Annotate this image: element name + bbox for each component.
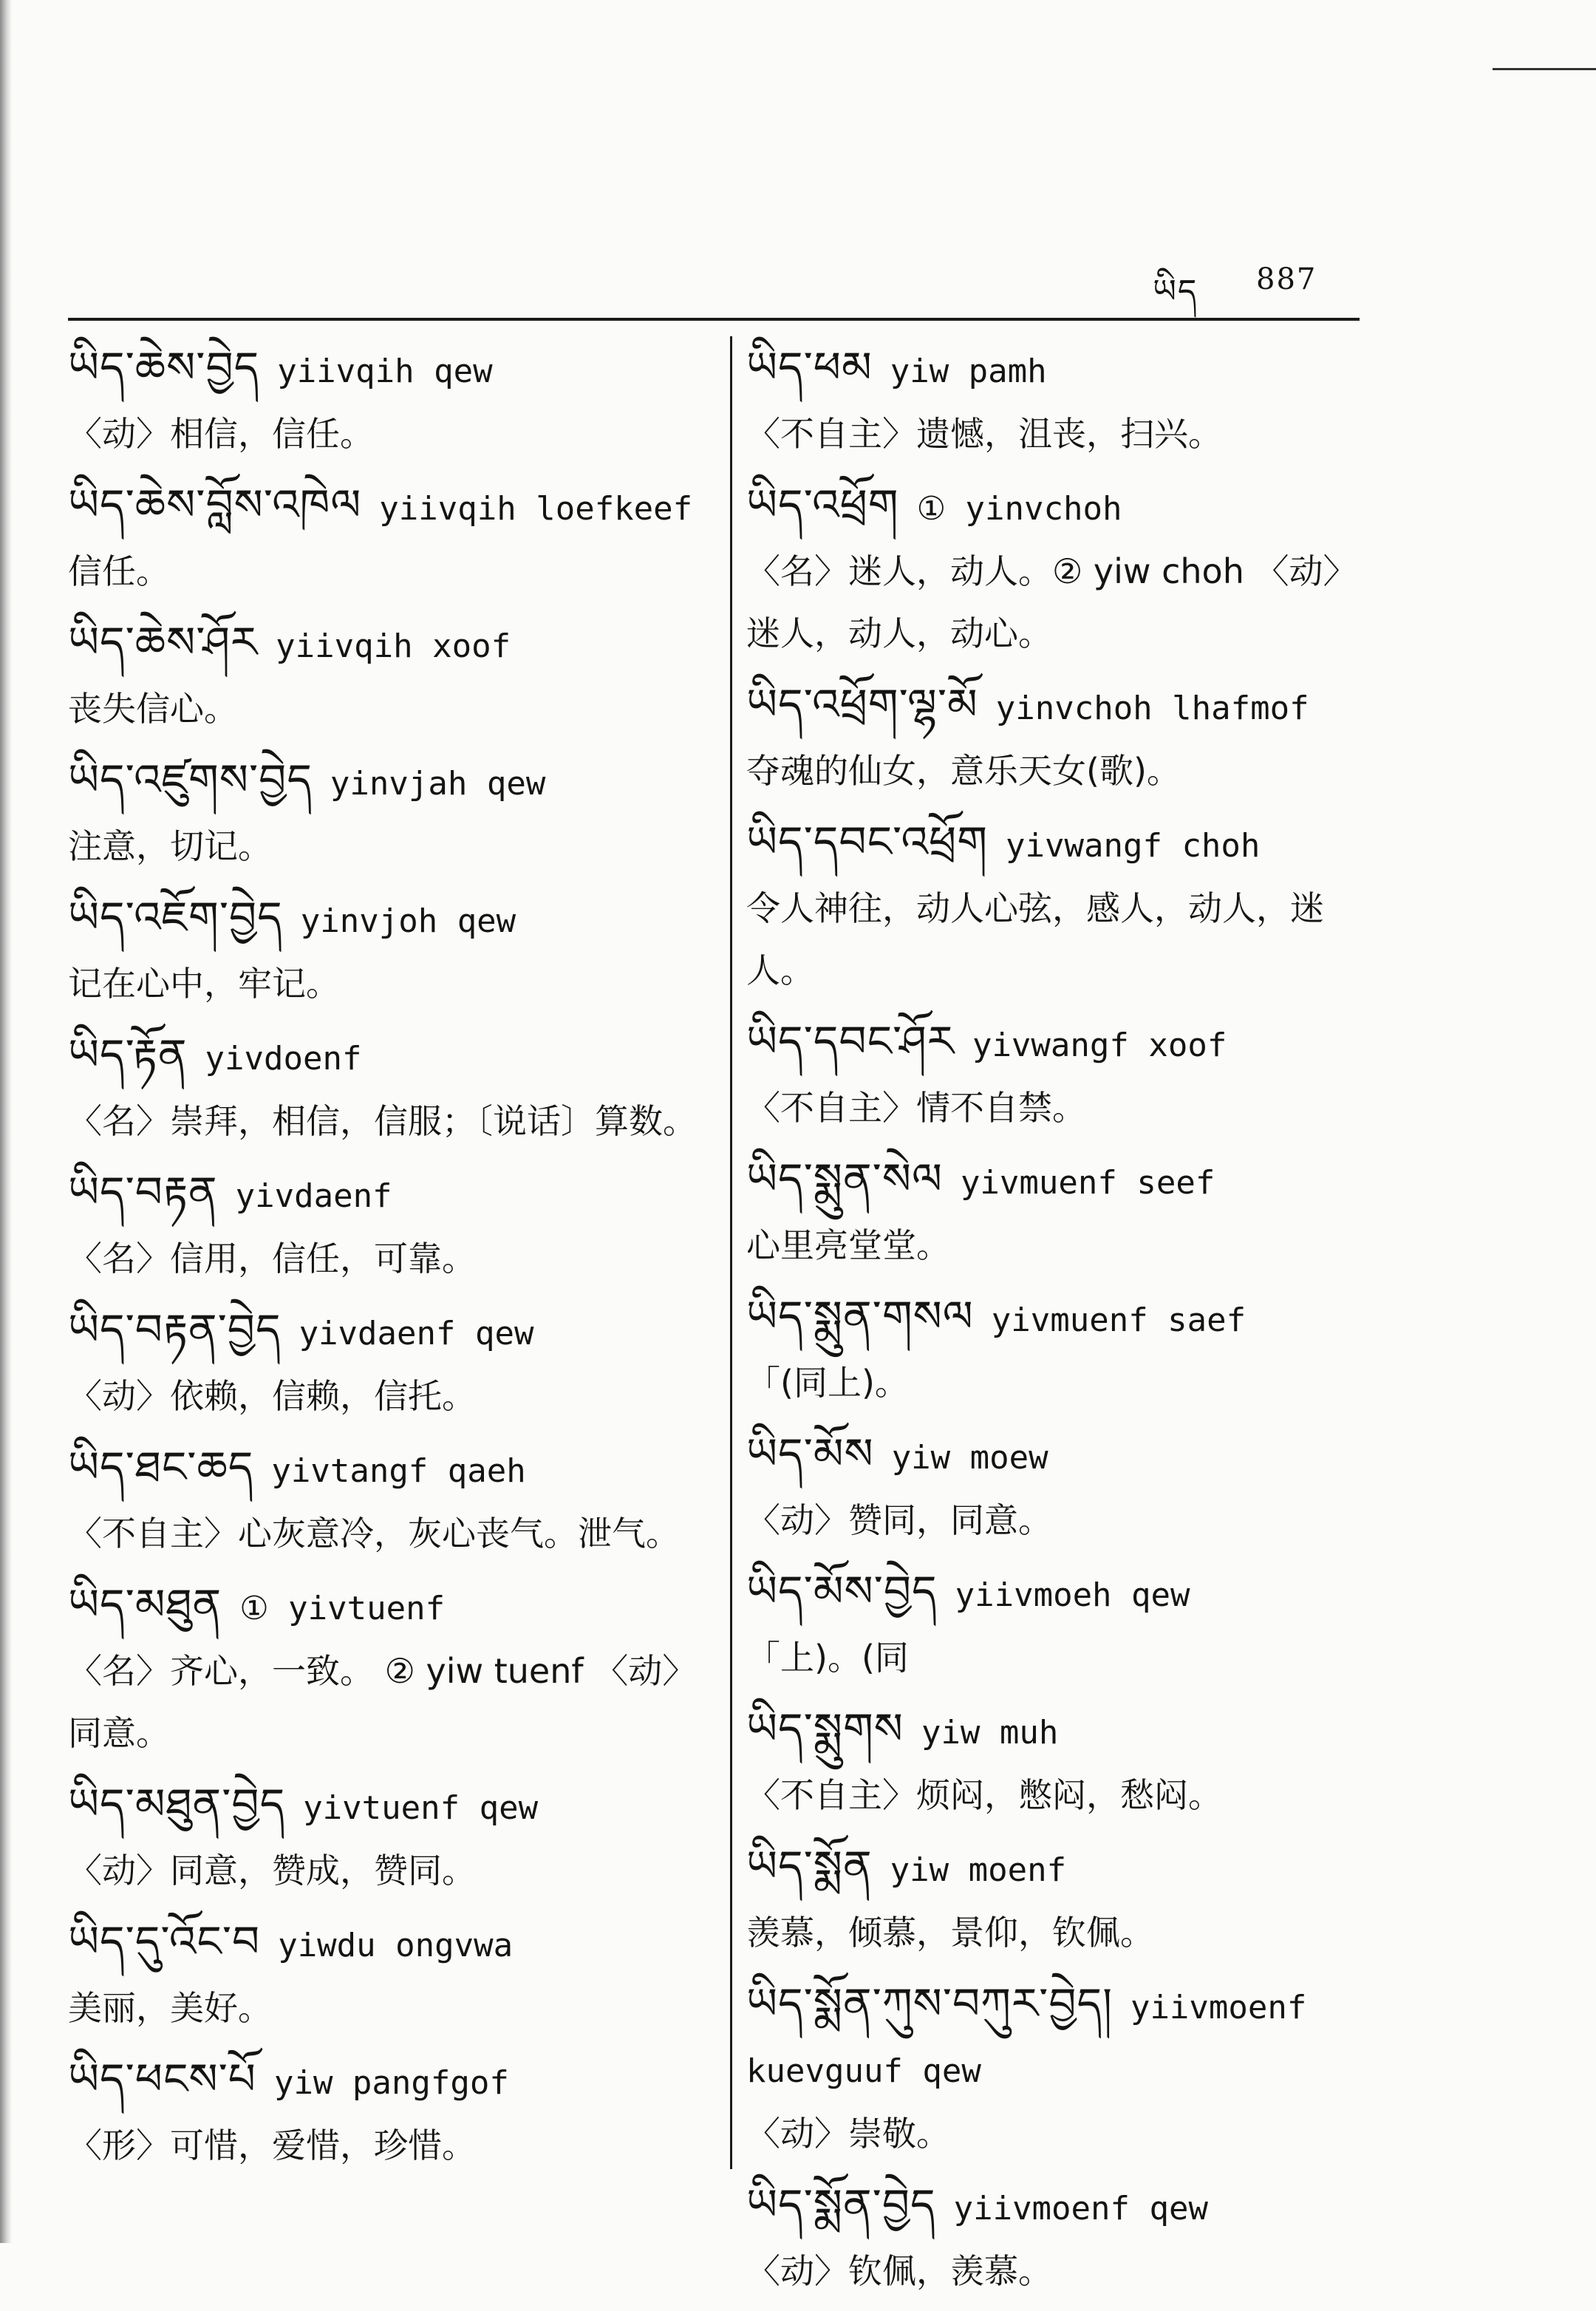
entry-romanization: yiw muh bbox=[921, 1714, 1059, 1752]
entry-gloss: 丧失信心。 bbox=[68, 689, 238, 729]
dictionary-entry bbox=[746, 2174, 1382, 2302]
entry-romanization: yivtangf qaeh bbox=[271, 1452, 526, 1490]
entry-romanization: yiivmoenf kuevguuf qew bbox=[746, 1989, 1307, 2090]
running-head: ཡིད bbox=[1153, 273, 1198, 310]
entry-gloss: 心里亮堂堂。 bbox=[746, 1225, 950, 1265]
entry-headword: ཡིད་སྨོན་ཀུས་བཀུར་བྱེད། bbox=[746, 1978, 1113, 2029]
entry-headword: ཡིད་སྨོན bbox=[746, 1841, 873, 1891]
entry-romanization: yiw moenf bbox=[890, 1851, 1067, 1889]
entry-romanization: ① yivtuenf bbox=[239, 1590, 446, 1627]
entry-headword: ཡིད་འཕྲོག་ལྷ་མོ bbox=[746, 679, 978, 729]
entry-romanization: yiwdu ongvwa bbox=[278, 1927, 514, 1964]
dictionary-entry bbox=[746, 811, 1382, 1001]
entry-gloss: 〈动〉相信，信任。 bbox=[68, 414, 374, 454]
column-divider bbox=[730, 336, 732, 2169]
entry-romanization: ① yinvchoh bbox=[916, 490, 1122, 528]
entry-romanization: yivdaenf bbox=[235, 1177, 392, 1215]
dictionary-entry bbox=[746, 673, 1382, 802]
entry-gloss: 〈不自主〉烦闷，憋闷，愁闷。 bbox=[746, 1775, 1222, 1815]
header-rule bbox=[68, 318, 1360, 321]
entry-headword: ཡིད་དབང་འཕྲོག bbox=[746, 817, 989, 867]
entry-romanization: yiw moew bbox=[891, 1439, 1048, 1477]
entry-headword: ཡིད་མོས bbox=[746, 1429, 874, 1479]
entry-romanization: yinvjah qew bbox=[330, 765, 546, 803]
entry-headword: ཡིད་མཐུན་བྱེད bbox=[68, 1779, 286, 1829]
entry-gloss: 〈名〉崇拜，相信，信服；〔说话〕算数。 bbox=[68, 1101, 697, 1141]
entry-gloss: 「上)。(同 bbox=[746, 1638, 909, 1678]
entry-headword: ཡིད་མཐུན bbox=[68, 1579, 222, 1630]
entry-gloss: 〈动〉赞同，同意。 bbox=[746, 1500, 1052, 1540]
entry-gloss: 「(同上)。 bbox=[746, 1363, 909, 1403]
corner-rule bbox=[1493, 68, 1596, 70]
dictionary-entry bbox=[68, 1910, 709, 2039]
entry-gloss: 美丽，美好。 bbox=[68, 1988, 272, 2028]
entry-gloss: 〈名〉齐心，一致。 ② yiw tuenf 〈动〉同意。 bbox=[68, 1651, 697, 1753]
entry-gloss: 〈不自主〉遗憾，沮丧，扫兴。 bbox=[746, 414, 1222, 454]
dictionary-entry bbox=[746, 1148, 1382, 1276]
entry-headword: ཡིད་ཆེས་བྱེད bbox=[68, 342, 260, 392]
entry-romanization: yinvjoh qew bbox=[300, 902, 516, 940]
entry-romanization: yinvchoh lhafmof bbox=[995, 690, 1309, 727]
entry-romanization: yiivmoenf qew bbox=[953, 2190, 1208, 2227]
dictionary-entry bbox=[746, 1835, 1382, 1964]
entry-romanization: yiivqih loefkeef bbox=[379, 490, 693, 528]
entry-headword: ཡིད་དུ་འོང་བ bbox=[68, 1916, 261, 1967]
entry-gloss: 令人神往，动人心弦，感人，动人，迷人。 bbox=[746, 888, 1324, 990]
entry-headword: ཡིད་སྨུགས bbox=[746, 1704, 904, 1754]
entry-romanization: yivwangf choh bbox=[1006, 827, 1261, 865]
entry-headword: ཡིད་འཇོག་བྱེད bbox=[68, 892, 283, 942]
entry-headword: ཡིད་ཐང་ཆད bbox=[68, 1442, 254, 1492]
dictionary-entry bbox=[68, 2048, 709, 2176]
entry-headword: ཡིད་ཆེས་ཤོར bbox=[68, 617, 259, 667]
entry-gloss: 〈动〉依赖，信赖，信托。 bbox=[68, 1376, 476, 1416]
entry-headword: ཡིད་མོས་བྱེད bbox=[746, 1566, 938, 1616]
entry-headword: ཡིད་ཕངས་པོ bbox=[68, 2054, 256, 2104]
right-column bbox=[746, 336, 1382, 2311]
entry-romanization: yivtuenf qew bbox=[303, 1789, 539, 1827]
entry-gloss: 信任。 bbox=[68, 551, 170, 591]
dictionary-entry bbox=[68, 611, 709, 740]
entry-gloss: 注意，切记。 bbox=[68, 826, 272, 866]
dictionary-entry bbox=[68, 1573, 709, 1764]
entry-headword: ཡིད་འཛུགས་བྱེད bbox=[68, 755, 313, 805]
entry-gloss: 〈不自主〉心灰意冷，灰心丧气。泄气。 bbox=[68, 1514, 680, 1553]
entry-headword: ཡིད་སྨུན་སེལ bbox=[746, 1154, 943, 1204]
dictionary-entry bbox=[68, 749, 709, 877]
entry-headword: ཡིད་རྟོན bbox=[68, 1029, 188, 1080]
entry-headword: ཡིད་འཕྲོག bbox=[746, 480, 899, 530]
entry-headword: ཡིད་སྨུན་གསལ bbox=[746, 1291, 974, 1341]
entry-romanization: yiivmoeh qew bbox=[955, 1576, 1190, 1614]
dictionary-entry bbox=[746, 336, 1382, 465]
entry-gloss: 羡慕，倾慕，景仰，钦佩。 bbox=[746, 1913, 1154, 1953]
entry-gloss: 〈名〉信用，信任，可靠。 bbox=[68, 1239, 476, 1279]
dictionary-entry bbox=[746, 1973, 1382, 2165]
dictionary-entry bbox=[746, 474, 1382, 664]
dictionary-entry bbox=[68, 1161, 709, 1290]
dictionary-entry bbox=[746, 1560, 1382, 1689]
dictionary-entry bbox=[746, 1423, 1382, 1551]
page-number: 887 bbox=[1256, 262, 1317, 296]
entry-romanization: yivmuenf saef bbox=[991, 1301, 1247, 1339]
entry-headword: ཡིད་དབང་ཤོར bbox=[746, 1016, 955, 1066]
left-column bbox=[68, 336, 709, 2185]
dictionary-entry bbox=[746, 1010, 1382, 1139]
dictionary-entry bbox=[68, 1299, 709, 1427]
entry-headword: ཡིད་བརྟན་བྱེད bbox=[68, 1304, 282, 1355]
page-edge-shadow bbox=[0, 0, 12, 2243]
entry-gloss: 〈形〉可惜，爱惜，珍惜。 bbox=[68, 2125, 476, 2165]
entry-gloss: 〈动〉同意，赞成，赞同。 bbox=[68, 1851, 476, 1890]
entry-gloss: 记在心中，牢记。 bbox=[68, 964, 340, 1004]
dictionary-entry bbox=[746, 1285, 1382, 1414]
entry-gloss: 〈动〉崇敬。 bbox=[746, 2114, 950, 2154]
entry-romanization: yiw pangfgof bbox=[273, 2064, 509, 2102]
entry-romanization: yivmuenf seef bbox=[960, 1164, 1215, 1202]
entry-headword: ཡིད་ཆེས་བློས་འཁེལ bbox=[68, 480, 362, 530]
entry-gloss: 〈名〉迷人，动人。② yiw choh 〈动〉迷人，动人，动心。 bbox=[746, 551, 1357, 653]
dictionary-entry bbox=[68, 1024, 709, 1152]
entry-headword: ཡིད་སྨོན་བྱེད bbox=[746, 2179, 936, 2230]
dictionary-entry bbox=[746, 1698, 1382, 1826]
entry-romanization: yivdoenf bbox=[205, 1040, 362, 1078]
entry-romanization: yivdaenf qew bbox=[299, 1315, 534, 1352]
entry-gloss: 夺魂的仙女，意乐天女(歌)。 bbox=[746, 751, 1181, 791]
entry-romanization: yiivqih xoof bbox=[276, 627, 511, 665]
entry-gloss: 〈动〉钦佩，羡慕。 bbox=[746, 2251, 1052, 2291]
dictionary-entry bbox=[68, 1436, 709, 1565]
entry-headword: ཡིད་ཕམ bbox=[746, 342, 873, 392]
dictionary-entry bbox=[68, 886, 709, 1015]
dictionary-entry bbox=[68, 336, 709, 465]
dictionary-entry bbox=[68, 474, 709, 602]
entry-romanization: yiivqih qew bbox=[277, 353, 493, 390]
dictionary-entry bbox=[68, 1773, 709, 1902]
entry-headword: ཡིད་བརྟན bbox=[68, 1167, 218, 1217]
entry-romanization: yivwangf xoof bbox=[972, 1027, 1227, 1064]
entry-romanization: yiw pamh bbox=[890, 353, 1047, 390]
entry-gloss: 〈不自主〉情不自禁。 bbox=[746, 1088, 1086, 1128]
